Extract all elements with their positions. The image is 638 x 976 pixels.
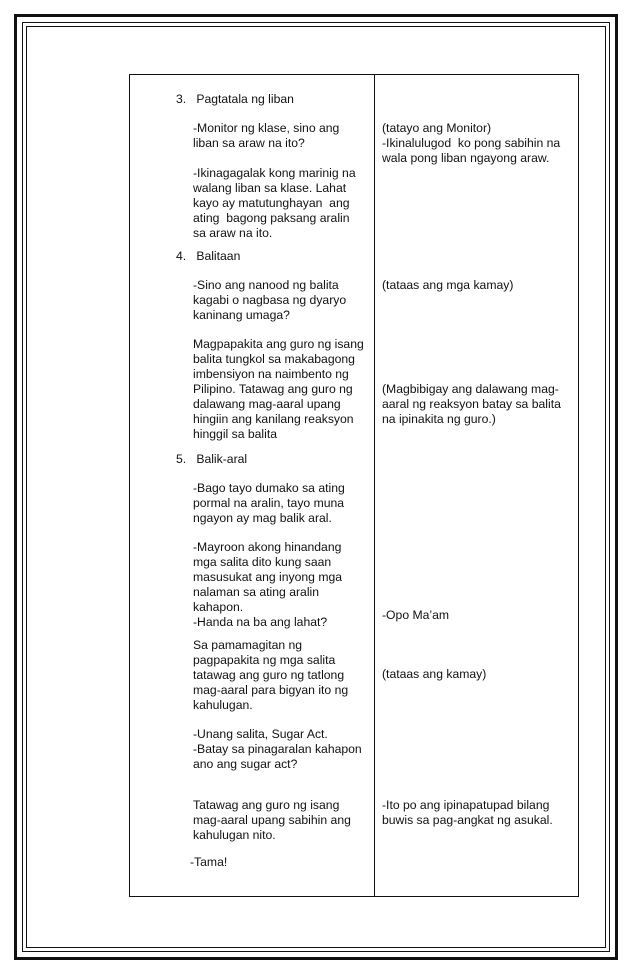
student-line-monitor: (tatayo ang Monitor) -Ikinalulugod ko pong sabihin na wala pong liban ngayong araw. [382,121,561,165]
item-heading-balitaan: 4. Balitaan [176,249,241,263]
column-divider [374,74,375,897]
teacher-line-tama: -Tama! [190,855,228,869]
teacher-line-bago: -Bago tayo dumako sa ating pormal na aralin, tayo muna ngayon ay mag balik aral. [193,481,345,525]
student-line-tataas: (tataas ang mga kamay) [382,278,514,292]
item-heading-pagtatala: 3. Pagtatala ng liban [176,92,294,106]
student-line-ito-po: -Ito po ang ipinapatupad bilang buwis sa pag-angkat ng asukal. [382,798,553,827]
teacher-line-pamamagitan: Sa pamamagitan ng pagpapakita ng mga salita tatawag ang guro ng tatlong mag-aaral para bigyan ito ng kahulugan. [193,638,349,712]
teacher-line-unang-salita: -Unang salita, Sugar Act. -Batay sa pinagaralan kahapon ano ang sugar act? [193,727,362,771]
teacher-line-mayroon: -Mayroon akong hinandang mga salita dito kung saan masusukat ang inyong mga nalaman sa ating aralin kahapon. -Handa na ba ang lahat? [193,540,343,629]
teacher-line-magpapakita: Magpapakita ang guro ng isang balita tungkol sa makabagong imbensiyon na naimbento ng Pilipino. Tatawag ang guro ng dalawang mag-aaral upang hingiin ang kanilang reaksyon hinggil sa balita [193,337,364,441]
student-line-tataas-kamay: (tataas ang kamay) [382,667,487,681]
teacher-line-nanood: -Sino ang nanood ng balita kagabi o nagbasa ng dyaryo kaninang umaga? [193,278,347,322]
teacher-line-ikinagagalak: -Ikinagagalak kong marinig na walang liban sa klase. Lahat kayo ay matutunghayan ang ating bagong paksang aralin sa araw na ito. [193,166,356,240]
student-line-magbibigay: (Magbibigay ang dalawang mag- aaral ng reaksyon batay sa balita na ipinakita ng guro.) [382,382,561,426]
teacher-line-monitor: -Monitor ng klase, sino ang liban sa araw na ito? [193,121,340,150]
student-line-opo: -Opo Ma’am [382,608,450,622]
teacher-line-tatawag: Tatawag ang guro ng isang mag-aaral upang sabihin ang kahulugan nito. [193,798,351,842]
item-heading-balik-aral: 5. Balik-aral [176,452,248,466]
